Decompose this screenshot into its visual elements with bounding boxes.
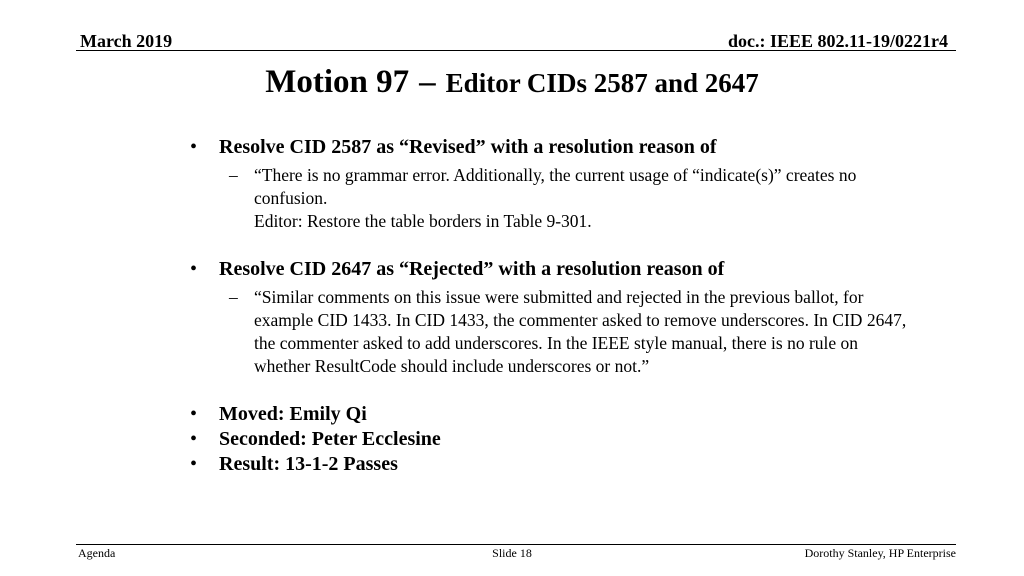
bullet-icon: • [190,136,198,158]
bullet-icon: • [190,258,198,280]
bullet-item-cid-2647 [190,257,980,282]
slide-content [190,135,980,477]
footer-divider [76,544,956,545]
bullet-text: Moved: Emily Qi [219,403,367,425]
bullet-result [190,452,980,477]
sub-line: example CID 1433. In CID 1433, the commenter asked to remove underscores. In CID 2647, [254,310,907,330]
bullet-text: Result: 13-1-2 Passes [219,453,398,475]
bullet-seconded [190,427,980,452]
title-subtitle: Editor CIDs 2587 and 2647 [445,68,759,98]
sub-line: Editor: Restore the table borders in Table 9-301. [254,211,592,231]
bullet-icon: • [190,403,198,425]
footer-slide-number: Slide 18 [492,546,532,560]
header-divider [76,50,956,51]
bullet-icon: • [190,453,198,475]
sub-item-cid-2587 [229,164,980,233]
footer-left: Agenda [78,546,116,560]
bullet-moved [190,402,980,427]
slide-header-doc-id: doc.: IEEE 802.11-19/0221r4 [727,31,948,51]
bullet-text: Resolve CID 2587 as “Revised” with a resolution reason of [219,136,717,158]
sub-line: “There is no grammar error. Additionally, the current usage of “indicate(s)” creates no [254,165,857,185]
title-separator: – [419,64,436,100]
sub-line: “Similar comments on this issue were submitted and rejected in the previous ballot, for [254,287,864,307]
slide-title [0,64,1024,101]
dash-icon: – [229,287,238,307]
sub-item-cid-2647 [229,286,980,378]
bullet-text: Seconded: Peter Ecclesine [219,428,441,450]
title-main: Motion 97 [265,64,410,100]
slide-header-date: March 2019 [80,31,173,51]
bullet-item-cid-2587 [190,135,980,160]
bullet-text: Resolve CID 2647 as “Rejected” with a resolution reason of [219,258,725,280]
dash-icon: – [229,165,238,185]
footer-author: Dorothy Stanley, HP Enterprise [804,546,956,560]
sub-line: the commenter asked to add underscores. In the IEEE style manual, there is no rule on [254,333,859,353]
sub-line: confusion. [254,188,328,208]
sub-line: whether ResultCode should include underscores or not.” [254,356,650,376]
bullet-icon: • [190,428,198,450]
